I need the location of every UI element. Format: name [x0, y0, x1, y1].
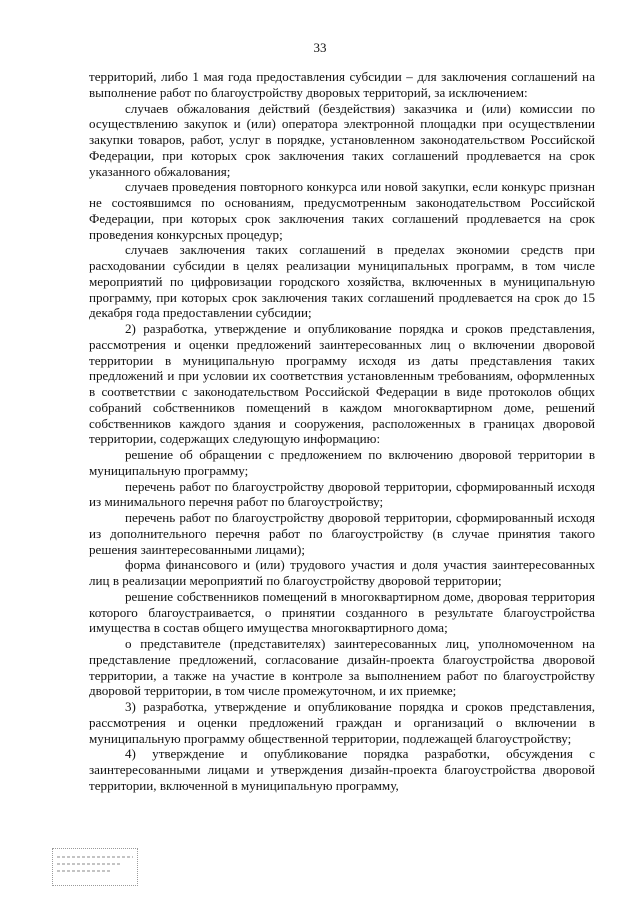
paragraph: перечень работ по благоустройству дворовой территории, сформированный исходя из минимального перечня работ по благоустройству; — [89, 478, 595, 510]
paragraph: случаев обжалования действий (бездействия) заказчика и (или) комиссии по осуществлению закупок и (или) оператора электронной площадки при осуществлении закупки товаров, работ, услуг в порядке, установленном законодательством Российской Федерации, при которых срок заключения таких соглашений продлевается на срок указанного обжалования; — [89, 100, 595, 179]
paragraph: случаев проведения повторного конкурса или новой закупки, если конкурс признан не состоявшимся по основаниям, предусмотренным законодательством Российской Федерации, при которых срок заключения таких соглашений продлевается на срок проведения конкурсных процедур; — [89, 179, 595, 242]
paragraph: перечень работ по благоустройству дворовой территории, сформированный исходя из дополнительного перечня работ по благоустройству (в случае принятия такого решения заинтересованными лицами); — [89, 510, 595, 557]
paragraph: форма финансового и (или) трудового участия и доля участия заинтересованных лиц в реализации мероприятий по благоустройству дворовой территории; — [89, 557, 595, 588]
paragraph: территорий, либо 1 мая года предоставления субсидии – для заключения соглашений на выполнение работ по благоустройству дворовых территорий, за исключением: — [89, 69, 595, 100]
body-text — [89, 69, 595, 794]
faded-stamp — [52, 848, 138, 886]
paragraph: 3) разработка, утверждение и опубликование порядка и сроков представления, рассмотрения и оценки предложений граждан и организаций о включении в муниципальную программу общественной территории, подлежащей благоустройству; — [89, 699, 595, 746]
paragraph: решение собственников помещений в многоквартирном доме, дворовая территория которого благоустраивается, о принятии созданного в результате благоустройства имущества в состав общего имущества многоквартирного дома; — [89, 588, 595, 636]
paragraph: 2) разработка, утверждение и опубликование порядка и сроков представления, рассмотрения и оценки предложений заинтересованных лиц о включении дворовой территории в муниципальную программу исходя из даты представления таких предложений и при условии их соответствия установленным требованиям, оформленных в соответствии с законодательством Российской Федерации в виде протоколов общих собраний собственников помещений в каждом многоквартирном доме, решений собственников каждого здания и сооружения, расположенных в границах дворовой территории, содержащих следующую информацию: — [89, 321, 595, 447]
paragraph: решение об обращении с предложением по включению дворовой территории в муниципальную программу; — [89, 447, 595, 478]
paragraph: о представителе (представителях) заинтересованных лиц, уполномоченном на представление предложений, согласование дизайн-проекта благоустройства дворовой территории, а также на участие в контроле за выполнением работ по благоустройству дворовой территории, в том числе промежуточном, и их приемке; — [89, 636, 595, 699]
paragraph: случаев заключения таких соглашений в пределах экономии средств при расходовании субсидии в целях реализации муниципальных программ, в том числе мероприятий по цифровизации городского хозяйства, включенных в муниципальную программу, при которых срок заключения таких соглашений продлевается на срок до 15 декабря года предоставлении субсидии; — [89, 242, 595, 321]
page-number: 33 — [313, 40, 327, 55]
stamp-line — [57, 856, 133, 858]
stamp-line — [57, 863, 122, 865]
stamp-line — [57, 870, 110, 872]
paragraph: 4) утверждение и опубликование порядка разработки, обсуждения с заинтересованными лицами и утверждения дизайн-проекта благоустройства дворовой территории, включенной в муниципальную программу, — [89, 746, 595, 793]
